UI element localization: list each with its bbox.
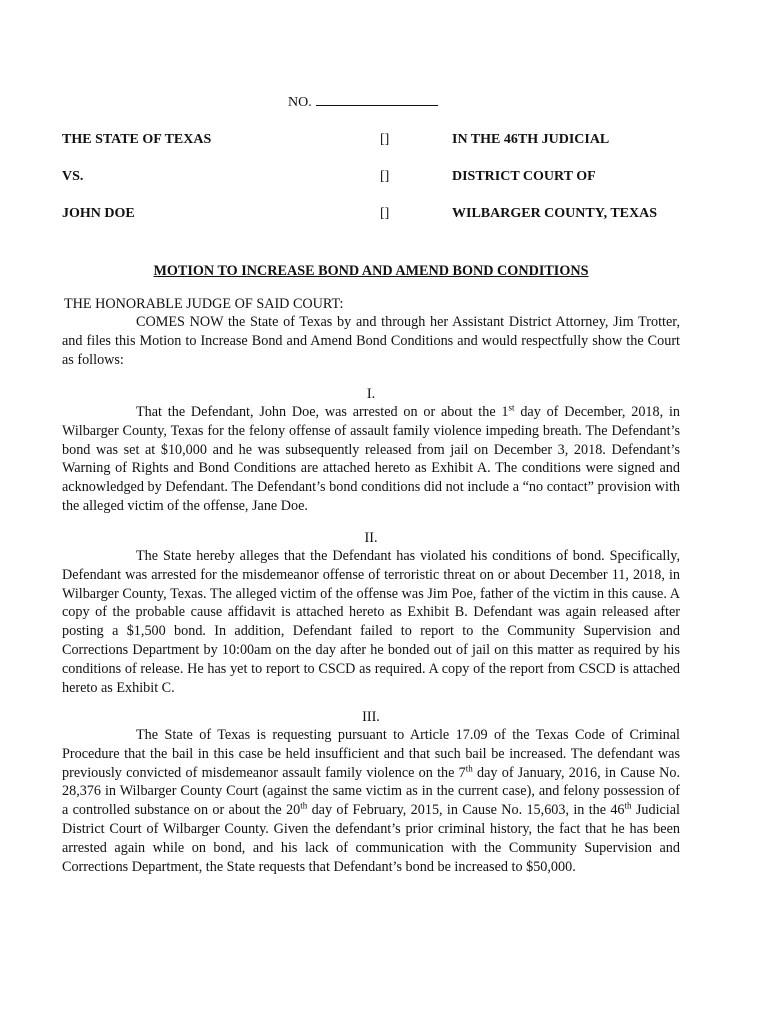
cause-number	[288, 92, 438, 113]
section-paragraph-3	[62, 726, 680, 876]
section-1-sup-a: st	[508, 402, 515, 413]
cause-number-blank	[316, 92, 438, 106]
section-number-3: III.	[362, 709, 380, 725]
caption-court-line-2: DISTRICT COURT OF	[452, 169, 596, 184]
section-3-text-c: day of February, 2015, in Cause No. 15,603, in the 46	[307, 802, 625, 819]
section-3-text-a: The State of Texas is requesting pursuant to Article 17.09 of the Texas Code of Criminal Procedure that the bail in this case be held insufficient and that such bail be increased. The defendant was previously convicted of misdemeanor assault family violence on the 7	[62, 727, 680, 781]
caption-court-line-1: IN THE 46TH JUDICIAL	[452, 132, 610, 147]
cause-number-label: NO.	[288, 95, 312, 110]
caption-party-defendant: JOHN DOE	[62, 206, 135, 221]
caption-separator: []	[380, 169, 390, 184]
section-3-sup-b: th	[300, 800, 308, 811]
section-number-1: I.	[366, 386, 376, 402]
document-title: MOTION TO INCREASE BOND AND AMEND BOND CONDITIONS	[153, 263, 589, 279]
caption-separator: []	[380, 132, 390, 147]
section-paragraph-1	[62, 403, 680, 516]
section-3-text-b: day of January, 2016, in Cause No. 28,376 in Wilbarger County Court (against the same victim as in the current case), and felony possession of a controlled substance on or about the 20	[62, 764, 680, 819]
caption-party-state: THE STATE OF TEXAS	[62, 132, 212, 147]
section-3-sup-c: th	[624, 800, 632, 811]
section-3-sup-a: th	[465, 762, 473, 773]
section-number-2: II.	[364, 530, 378, 546]
caption-separator: []	[380, 206, 390, 221]
caption-court-line-3: WILBARGER COUNTY, TEXAS	[452, 206, 657, 221]
caption-versus: VS.	[62, 169, 84, 184]
section-1-text-b: day of December, 2018, in Wilbarger County, Texas for the felony offense of assault family violence impeding breath. The Defendant’s bond was set at $10,000 and he was subsequently released from jail on December 3, 2018. Defendant’s Warning of Rights and Bond Conditions are attached hereto as Exhibit A. The conditions were signed and acknowledged by Defendant. The Defendant’s bond conditions did not include a “no contact” provision with the alleged victim of the offense, Jane Doe.	[62, 404, 680, 514]
section-paragraph-2: The State hereby alleges that the Defendant has violated his conditions of bond. Specifically, Defendant was arrested for the misdemeanor offense of terroristic threat on or about December 11, 2018, in Wilbarger County, Texas. The alleged victim of the offense was Jim Poe, father of the victim in this cause. A copy of the probable cause affidavit is attached hereto as Exhibit B. Defendant was again released after posting a $1,500 bond. In addition, Defendant failed to report to the Community Supervision and Corrections Department by 10:00am on the day after he bonded out of jail on this matter as required by his conditions of release. He has yet to report to CSCD as required. A copy of the report from CSCD is attached hereto as Exhibit C.	[62, 548, 680, 696]
intro-paragraph: COMES NOW the State of Texas by and through her Assistant District Attorney, Jim Trotter, and files this Motion to Increase Bond and Amend Bond Conditions and would respectfully show the Court as follows:	[62, 314, 680, 368]
section-1-text-a: That the Defendant, John Doe, was arrested on or about the 1	[136, 404, 509, 420]
addressee: THE HONORABLE JUDGE OF SAID COURT:	[64, 296, 344, 312]
section-3-text-d: Judicial District Court of Wilbarger County. Given the defendant’s prior criminal history, the fact that he has been arrested again while on bond, and his lack of communication with the Community Supervision and Corrections Department, the State requests that Defendant’s bond be increased to $50,000.	[62, 802, 680, 875]
